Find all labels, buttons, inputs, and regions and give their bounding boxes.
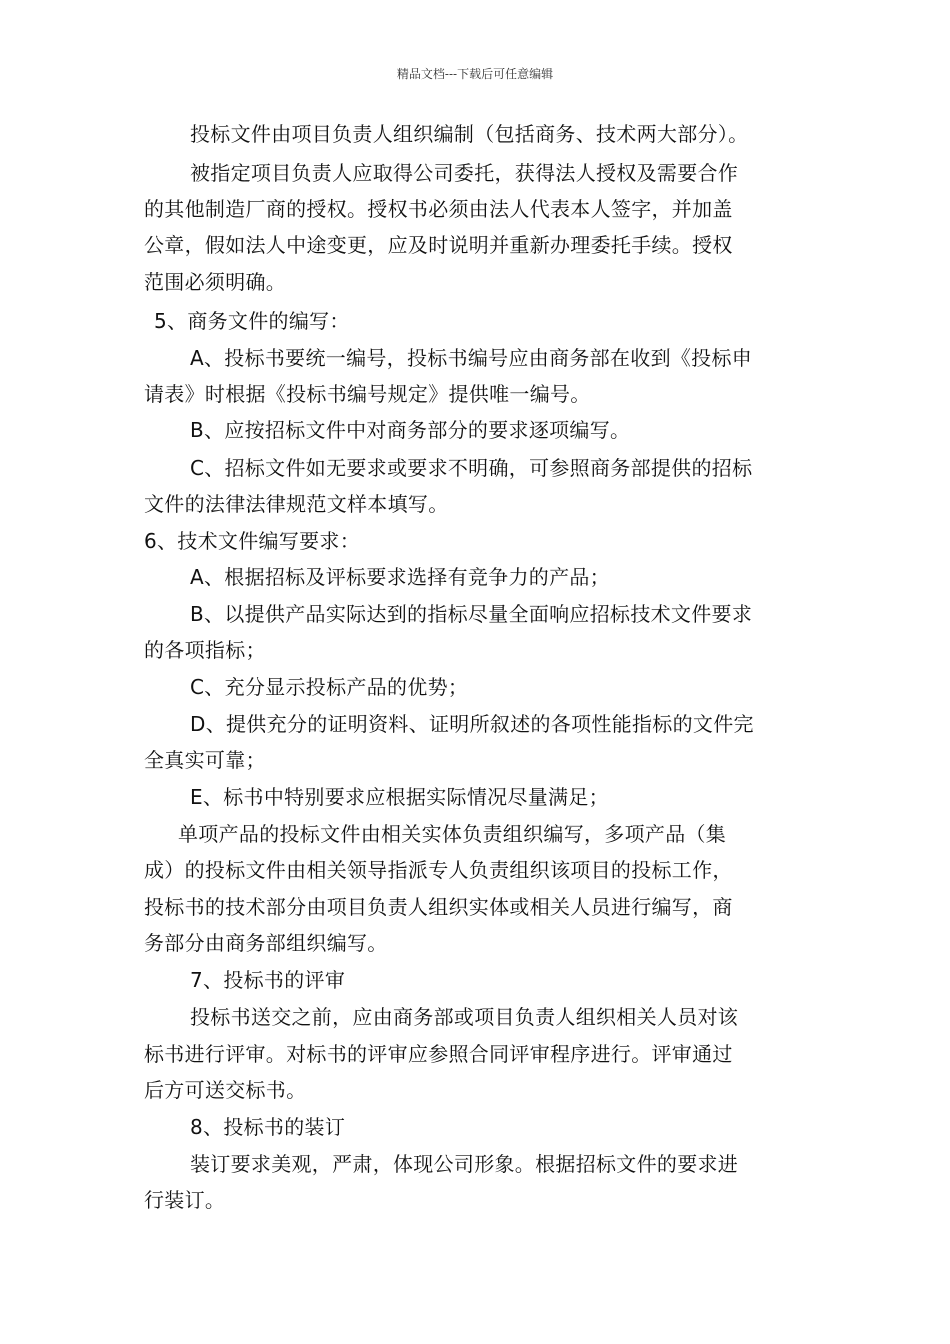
paragraph-line: 的其他制造厂商的授权。授权书必须由法人代表本人签字，并加盖	[144, 197, 733, 221]
paragraph-line: 范围必须明确。	[144, 270, 287, 294]
section-heading: 7、投标书的评审	[190, 968, 346, 992]
paragraph-line: 请表》时根据《投标书编号规定》提供唯一编号。	[144, 382, 591, 406]
paragraph-line: 单项产品的投标文件由相关实体负责组织编写，多项产品（集	[178, 822, 727, 846]
paragraph-line: 投标文件由项目负责人组织编制（包括商务、技术两大部分）。	[190, 122, 749, 146]
paragraph-line: A、根据招标及评标要求选择有竞争力的产品；	[190, 565, 610, 589]
paragraph-line: 全真实可靠；	[144, 748, 266, 772]
section-heading: 8、投标书的装订	[190, 1115, 346, 1139]
paragraph-line: C、招标文件如无要求或要求不明确，可参照商务部提供的招标	[190, 456, 753, 480]
paragraph-line: 装订要求美观，严肃，体现公司形象。根据招标文件的要求进	[190, 1152, 739, 1176]
paragraph-line: B、应按招标文件中对商务部分的要求逐项编写。	[190, 418, 631, 442]
paragraph-line: 投标书送交之前，应由商务部或项目负责人组织相关人员对该	[190, 1005, 739, 1029]
paragraph-line: C、充分显示投标产品的优势；	[190, 675, 469, 699]
paragraph-line: D、提供充分的证明资料、证明所叙述的各项性能指标的文件完	[190, 712, 754, 736]
paragraph-line: 成）的投标文件由相关领导指派专人负责组织该项目的投标工作，	[144, 858, 733, 882]
paragraph-line: 公章，假如法人中途变更，应及时说明并重新办理委托手续。授权	[144, 233, 733, 257]
paragraph-line: 行装订。	[144, 1188, 226, 1212]
paragraph-line: 标书进行评审。对标书的评审应参照合同评审程序进行。评审通过	[144, 1042, 733, 1066]
paragraph-line: E、标书中特别要求应根据实际情况尽量满足；	[190, 785, 609, 809]
paragraph-line: A、投标书要统一编号，投标书编号应由商务部在收到《投标申	[190, 346, 753, 370]
paragraph-line: 的各项指标；	[144, 638, 266, 662]
paragraph-line: 后方可送交标书。	[144, 1078, 307, 1102]
paragraph-line: 文件的法律法律规范文样本填写。	[144, 492, 449, 516]
section-heading: 5、商务文件的编写：	[154, 309, 350, 333]
paragraph-line: 投标书的技术部分由项目负责人组织实体或相关人员进行编写，商	[144, 895, 733, 919]
section-heading: 6、技术文件编写要求：	[144, 529, 361, 553]
paragraph-line: B、以提供产品实际达到的指标尽量全面响应招标技术文件要求	[190, 602, 753, 626]
page-header: 精品文档---下载后可任意编辑	[396, 67, 554, 81]
paragraph-line: 务部分由商务部组织编写。	[144, 931, 388, 955]
paragraph-line: 被指定项目负责人应取得公司委托，获得法人授权及需要合作	[190, 161, 739, 185]
